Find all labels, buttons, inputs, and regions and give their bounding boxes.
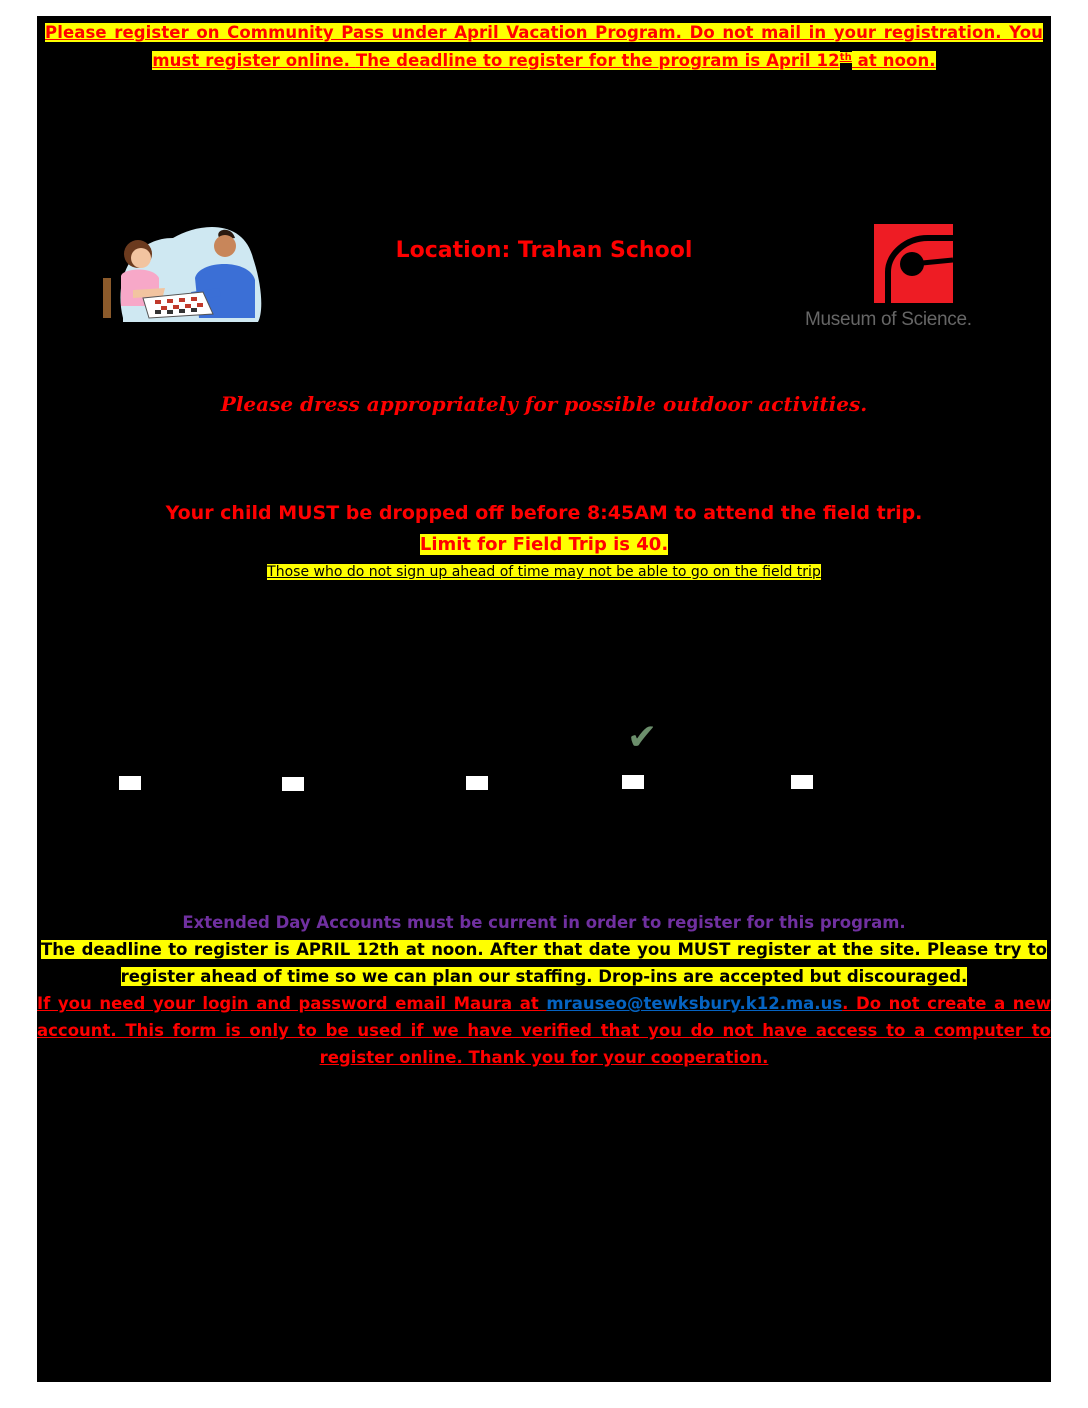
checkers-players-clipart xyxy=(103,218,263,322)
day-checkbox-5[interactable] xyxy=(791,775,813,789)
registration-notice xyxy=(45,19,1043,75)
registration-info-block xyxy=(37,909,1051,1071)
notice-text-b: The deadline to register for the program is April 12 xyxy=(355,51,840,70)
notice-text-a: Please register on Community Pass under April Vacation Program. Do not mail in your registration. You must register online. xyxy=(45,23,1043,70)
login-note xyxy=(37,990,1051,1071)
deadline-note xyxy=(37,936,1051,990)
deadline-note-text: The deadline to register is APRIL 12th at noon. After that date you MUST register at the site. Please try to register ahead of time so we can plan our staffing. Drop-ins are accepted but discouraged. xyxy=(41,940,1047,986)
museum-of-science-logo xyxy=(874,224,953,303)
day-checkbox-3[interactable] xyxy=(466,776,488,790)
day-checkbox-4[interactable] xyxy=(622,775,644,789)
dress-note: Please dress appropriately for possible outdoor activities. xyxy=(220,392,868,416)
day-checkbox-2[interactable] xyxy=(282,777,304,791)
location-title: Location: Trahan School xyxy=(395,238,693,263)
flyer-page xyxy=(37,16,1051,1382)
accounts-note: Extended Day Accounts must be current in order to register for this program. xyxy=(182,913,906,932)
checkmark-icon: ✔ xyxy=(627,717,658,758)
notice-text-c: at noon. xyxy=(851,51,936,70)
login-note-text-b: . Do not create a new account. This form is only to be used if we have verified that you do not have access to a computer to register online. Thank you for your cooperation. xyxy=(37,994,1051,1067)
signup-note xyxy=(37,561,1051,583)
notice-sup: th xyxy=(839,51,852,63)
login-note-text-a: If you need your login and password email Maura at xyxy=(37,994,547,1013)
limit-note xyxy=(37,532,1051,558)
dropoff-note: Your child MUST be dropped off before 8:45AM to attend the field trip. xyxy=(165,502,923,524)
museum-logo-wordmark: Museum of Science. xyxy=(805,309,972,330)
limit-note-text: Limit for Field Trip is 40. xyxy=(419,534,669,555)
day-checkbox-1[interactable] xyxy=(119,776,141,790)
email-link[interactable]: mrauseo@tewksbury.k12.ma.us xyxy=(546,994,843,1013)
signup-note-text: Those who do not sign up ahead of time may not be able to go on the field trip xyxy=(267,564,821,580)
